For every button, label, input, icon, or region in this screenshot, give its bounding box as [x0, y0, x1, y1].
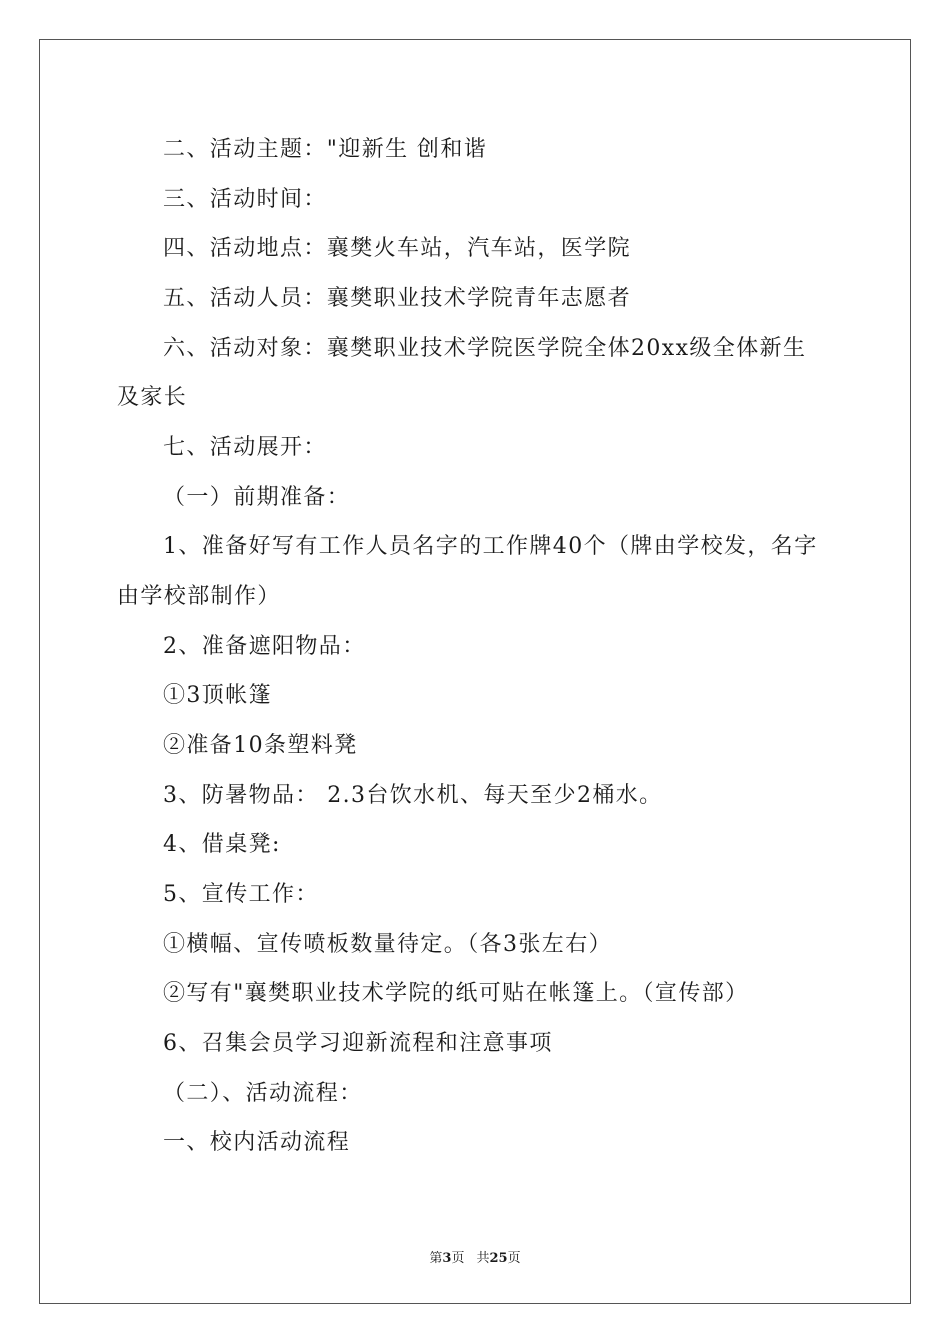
- text-line: 2、准备遮阳物品：: [163, 634, 366, 659]
- text-line: 六、活动对象：襄樊职业技术学院医学院全体20xx级全体新生: [163, 336, 807, 361]
- text-line: 6、召集会员学习迎新流程和注意事项: [163, 1031, 553, 1056]
- text-line: ②准备10条塑料凳: [163, 733, 358, 758]
- text-line: ①横幅、宣传喷板数量待定。（各3张左右）: [163, 932, 612, 957]
- page-number: 3: [442, 1251, 452, 1266]
- text-line: 七、活动展开：: [163, 435, 327, 460]
- text-line: 及家长: [117, 385, 188, 410]
- text-line: 4、借桌凳:: [163, 832, 281, 857]
- text-line: （二）、活动流程：: [163, 1081, 363, 1106]
- text-line: 三、活动时间：: [163, 187, 327, 212]
- text-line: ①3顶帐篷: [163, 683, 272, 708]
- total-pages: 25: [489, 1251, 508, 1266]
- text-line: 由学校部制作）: [117, 584, 281, 609]
- text-line: 1、准备好写有工作人员名字的工作牌40个（牌由学校发，名字: [163, 534, 818, 559]
- text-line: 3、防暑物品： 2.3台饮水机、每天至少2桶水。: [163, 783, 663, 808]
- text-line: （一）前期准备：: [163, 485, 351, 510]
- page-suffix: 页: [451, 1251, 465, 1266]
- page-footer: [0, 1247, 950, 1266]
- total-prefix: 共: [476, 1251, 490, 1266]
- total-suffix: 页: [507, 1251, 521, 1266]
- text-line: 四、活动地点：襄樊火车站，汽车站，医学院: [163, 236, 632, 261]
- text-line: ②写有"襄樊职业技术学院的纸可贴在帐篷上。（宣传部）: [163, 981, 749, 1006]
- text-line: 五、活动人员：襄樊职业技术学院青年志愿者: [163, 286, 632, 311]
- page-border: [39, 39, 911, 1304]
- page-prefix: 第: [429, 1251, 443, 1266]
- text-line: 一、校内活动流程: [163, 1130, 351, 1155]
- text-line: 二、活动主题："迎新生 创和谐: [163, 137, 488, 162]
- text-line: 5、宣传工作：: [163, 882, 319, 907]
